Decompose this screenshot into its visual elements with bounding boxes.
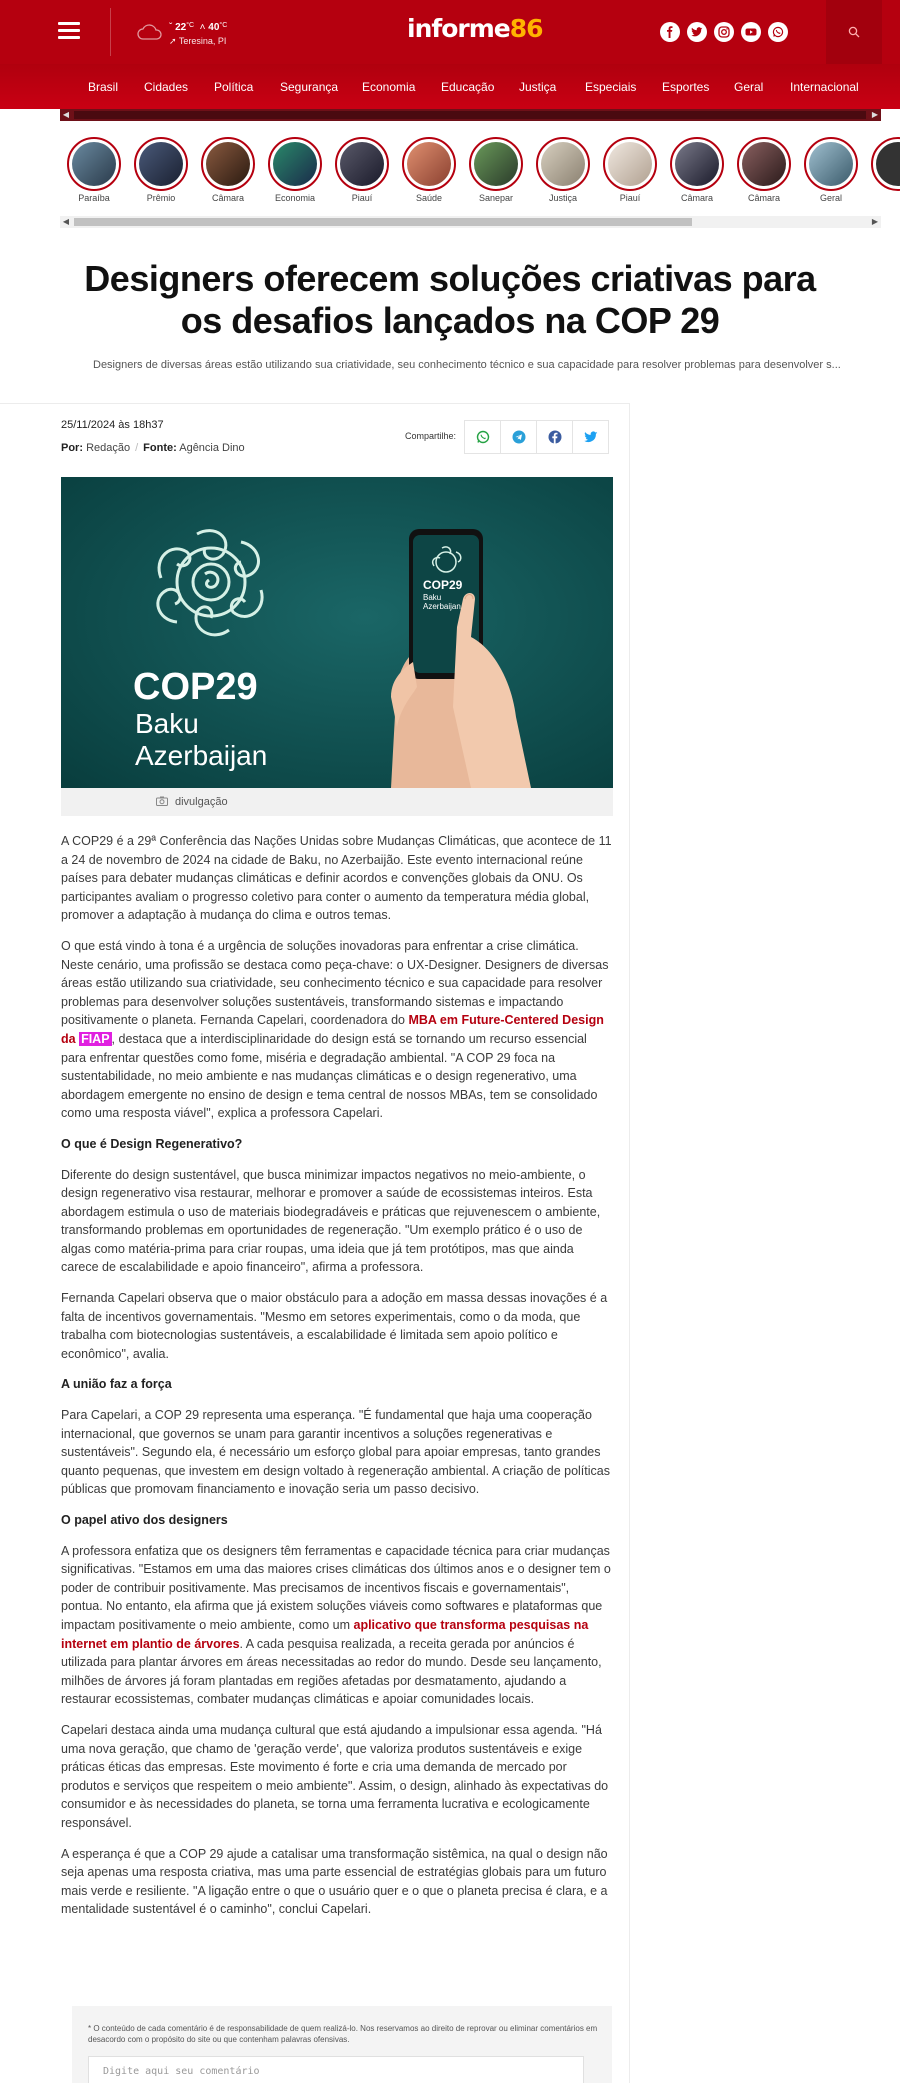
nav-item-internacional[interactable]: Internacional — [790, 80, 859, 94]
story-label: Economia — [274, 193, 316, 203]
share-twitter-button[interactable] — [572, 420, 609, 454]
caption-text: divulgação — [175, 796, 228, 808]
story-item[interactable] — [734, 137, 794, 203]
social-links — [660, 22, 788, 42]
story-thumbnail — [809, 142, 853, 186]
temp-min: 22 — [175, 22, 187, 33]
story-thumbnail — [541, 142, 585, 186]
hero-image — [61, 477, 613, 788]
phone-logo-sub1: Baku — [423, 593, 442, 602]
paragraph: Diferente do design sustentável, que busca minimizar impactos negativos no meio-ambiente, o design regenerativo visa restaurar, melhorar e promover a saúde de ecossistemas inteiros. Esta abordagem estimula o uso de materiais biodegradáveis e práticas que rejuvenescem o ambiente, transformando problemas em oportunidades de regeneração. "Um exemplo prático é o uso de algas como matéria-prima para criar roupas, uma ideia que já tem protótipos, mas que ainda carece de escalabilidade e apoio financeiro", afirma a professora. — [61, 1167, 601, 1275]
source-label: Fonte: — [143, 442, 177, 454]
story-item[interactable] — [533, 137, 593, 203]
weather-city: ➚ Teresina, PI — [169, 36, 227, 46]
comment-input[interactable]: Digite aqui seu comentário — [88, 2056, 584, 2083]
image-caption — [61, 788, 613, 816]
stories-strip — [0, 121, 900, 228]
story-label: Câmara — [211, 193, 244, 203]
section-heading: O que é Design Regenerativo? — [61, 1136, 243, 1151]
paragraph-text: A professora enfatiza que os designers têm ferramentas e capacidade técnica para criar mudanças significativas. "Estamos em uma das maiores crises climáticas dos últimos anos e o designer tem o poder de contribuir positivamente. Mas precisamos de incentivos fiscais e governamentais", pontua. No entanto, ela afirma que já existem soluções viáveis como softwares e plataformas que impactam positivamente o meio ambiente, como um — [61, 1543, 611, 1632]
scroll-left-icon[interactable]: ◀ — [62, 217, 70, 226]
story-label: Câmara — [747, 193, 780, 203]
nav-item-politica[interactable]: Política — [214, 80, 254, 94]
nav-item-educacao[interactable]: Educação — [441, 80, 495, 94]
weather-temps: ˇ $22^{^\circ C}$ ˄ $40^{^\circ C}$ — [169, 22, 228, 33]
story-item[interactable] — [265, 137, 325, 203]
cloud-icon — [137, 24, 163, 40]
story-item[interactable] — [332, 137, 392, 203]
paragraph: Fernanda Capelari observa que o maior obstáculo para a adoção em massa dessas inovações é a falta de incentivos governamentais. "Mesmo em setores experimentais, como o da moda, que trabalha com biotecnologias sustentáveis, a escalabilidade é limitada sem apoio político e econômico", avalia. — [61, 1291, 608, 1361]
phone-logo-sub2: Azerbaijan — [423, 602, 461, 611]
story-label: Saúde — [415, 193, 443, 203]
nav-item-seguranca[interactable]: Segurança — [280, 80, 339, 94]
article-subtitle: Designers de diversas áreas estão utilizando sua criatividade, seu conhecimento técnico e sua capacidade para resolver problemas para desenvolver s... — [93, 359, 841, 371]
story-item[interactable] — [801, 137, 861, 203]
story-item[interactable] — [399, 137, 459, 203]
share-facebook-button[interactable] — [536, 420, 573, 454]
mba-link[interactable]: MBA em Future-Centered Design da FIAP — [61, 1013, 604, 1046]
hero-illustration — [61, 477, 613, 788]
telegram-icon — [512, 430, 526, 444]
comments-section — [72, 2006, 612, 2083]
story-item[interactable] — [600, 137, 660, 203]
nav-item-brasil[interactable]: Brasil — [88, 80, 119, 94]
comments-disclaimer: * O conteúdo de cada comentário é de responsabilidade de quem realizá-lo. Nos reservamos ao direito de reprovar ou eliminar comentários em desacordo com o propósito do site ou que contenham palavras ofensivas. — [88, 2024, 598, 2044]
instagram-icon[interactable] — [714, 22, 734, 42]
story-label: Paraíba — [78, 193, 110, 203]
nav-scrollbar-thumb[interactable] — [74, 111, 866, 119]
stories-scrollbar[interactable] — [60, 216, 881, 228]
story-item[interactable] — [667, 137, 727, 203]
nav-scrollbar[interactable] — [60, 109, 881, 121]
story-item[interactable] — [131, 137, 191, 203]
header-divider — [110, 8, 111, 56]
section-heading: O papel ativo dos designers — [61, 1513, 228, 1527]
article-body — [61, 832, 614, 1931]
share-whatsapp-button[interactable] — [464, 420, 501, 454]
story-thumbnail — [139, 142, 183, 186]
paragraph-text: O que está vindo à tona é a urgência de soluções inovadoras para enfrentar a crise climática. Neste cenário, uma profissão se destaca como peça-chave: o UX-Designer. Designers de diversas áreas estão utilizando sua criatividade, seu conhecimento técnico e sua capacidade para resolver problemas para desenvolver soluções sustentáveis, transformando sistemas e impactando positivamente o planeta. Fernanda Capelari, coordenadora do — [61, 938, 609, 1028]
story-thumbnail — [407, 142, 451, 186]
stories-scrollbar-thumb[interactable] — [74, 218, 692, 226]
facebook-icon[interactable] — [660, 22, 680, 42]
section-heading: A união faz a força — [61, 1377, 172, 1392]
scroll-right-icon[interactable]: ▶ — [871, 110, 879, 119]
nav-item-geral[interactable]: Geral — [734, 80, 764, 94]
story-thumbnail — [340, 142, 384, 186]
whatsapp-icon — [476, 430, 490, 444]
article-byline: Por: Redação / Fonte: Agência Dino — [61, 442, 245, 454]
hero-logo-sub1: Baku — [135, 708, 199, 739]
nav-item-esportes[interactable]: Esportes — [662, 80, 710, 94]
story-thumbnail — [608, 142, 652, 186]
paragraph — [61, 937, 614, 1123]
twitter-icon — [584, 430, 598, 444]
article-title: Designers oferecem soluções criativas para os desafios lançados na COP 29 — [84, 258, 816, 341]
story-thumbnail — [876, 142, 900, 186]
author-label: Por: — [61, 442, 83, 454]
paragraph-text: , destaca que a interdisciplinaridade do design está se tornando um recurso essencial para enfrentar questões como fome, miséria e degradação ambiental. "A COP 29 foca na sustentabilidade, no meio ambiente e nas mudanças climáticas e o design regenerativo, uma abordagem emergente no ensino de design e tema central de nossos MBAs, tem se consolidado como uma resposta viável", explica a professora Capelari. — [61, 1031, 598, 1121]
top-header — [0, 0, 900, 64]
app-link[interactable]: aplicativo que transforma pesquisas na internet em plantio de árvores — [61, 1617, 589, 1651]
temp-max: 40 — [208, 22, 220, 33]
story-thumbnail — [273, 142, 317, 186]
main-nav — [0, 64, 900, 109]
search-icon — [848, 26, 860, 38]
story-thumbnail — [675, 142, 719, 186]
menu-icon[interactable] — [58, 22, 80, 40]
whatsapp-icon[interactable] — [768, 22, 788, 42]
story-label: Geral — [819, 193, 842, 203]
story-label: Piauí — [351, 193, 373, 203]
paragraph — [61, 1542, 614, 1709]
paragraph: A COP29 é a 29ª Conferência das Nações Unidas sobre Mudanças Climáticas, que acontece de 11 a 24 de novembro de 2024 na cidade de Baku, no Azerbaijão. Este evento internacional reúne países para debater mudanças climáticas e definir acordos e convenções globais da ONU. Os participantes avaliam o progresso coletivo para conter o aumento da temperatura média global, promover a adaptação à mudança do clima e outros temas. — [61, 834, 612, 923]
story-thumbnail — [206, 142, 250, 186]
story-label: Prêmio — [146, 193, 176, 203]
paragraph: A esperança é que a COP 29 ajude a catalisar uma transformação sistêmica, na qual o design não seja apenas uma resposta criativa, mas uma parte essencial de estratégias globais para um futuro mais verde e resiliente. "A ligação entre o que o usuário quer e o que o planeta precisa é clara, e a mentalidade sustentável é o caminho", conclui Capelari. — [61, 1846, 608, 1917]
highlighted-text[interactable]: FIAP — [81, 1031, 110, 1046]
scroll-left-icon[interactable]: ◀ — [62, 110, 70, 119]
camera-icon — [156, 796, 168, 806]
paragraph-text: . A cada pesquisa realizada, a receita gerada por anúncios é utilizada para plantar árvores em áreas necessitadas ao redor do mundo. Desde seu lançamento, milhões de árvores já foram plantadas em regiões afetadas por desmatamento, ajudando a restaurar ecossistemas, combater mudanças climáticas e apoiar comunidades locais. — [61, 1636, 602, 1707]
story-thumbnail — [72, 142, 116, 186]
phone-logo-text: COP29 — [423, 578, 463, 592]
hero-logo-sub2: Azerbaijan — [135, 740, 268, 771]
nav-item-economia[interactable]: Economia — [362, 80, 416, 94]
story-thumbnail — [474, 142, 518, 186]
story-item[interactable] — [64, 137, 124, 203]
search-button[interactable] — [826, 0, 882, 64]
author-name: Redação — [86, 442, 131, 454]
hero-logo-text: COP29 — [133, 666, 258, 708]
share-label: Compartilhe: — [405, 431, 457, 441]
story-label: Sanepar — [478, 193, 514, 203]
story-thumbnail — [742, 142, 786, 186]
story-label: Piauí — [619, 193, 641, 203]
story-item[interactable] — [868, 137, 900, 191]
share-telegram-button[interactable] — [500, 420, 537, 454]
paragraph: Capelari destaca ainda uma mudança cultural que está ajudando a impulsionar essa agenda. "Há uma nova geração, que chamo de 'geração verde', que valoriza produtos sustentáveis e exige práticas éticas das empresas. Este movimento é forte e cria uma demanda de mercado por produtos e serviços que respeitem o meio ambiente". Assim, o design, alinhado às expectativas do consumidor e às necessidades do planeta, se torna uma ferramenta lucrativa e ecologicamente responsável. — [61, 1722, 609, 1830]
story-label: Câmara — [680, 193, 713, 203]
article-date: 25/11/2024 às 18h37 — [61, 419, 164, 431]
nav-item-especiais[interactable]: Especiais — [585, 80, 637, 94]
scroll-right-icon[interactable]: ▶ — [871, 217, 879, 226]
story-item[interactable] — [466, 137, 526, 203]
facebook-icon — [548, 430, 562, 444]
source-name: Agência Dino — [179, 442, 245, 454]
share-buttons — [465, 420, 609, 454]
nav-item-justica[interactable]: Justiça — [519, 80, 557, 94]
story-item[interactable] — [198, 137, 258, 203]
nav-item-cidades[interactable]: Cidades — [144, 80, 189, 94]
story-label: Justiça — [548, 193, 577, 203]
paragraph: Para Capelari, a COP 29 representa uma esperança. "É fundamental que haja uma cooperação internacional, que governos se unam para garantir incentivos a soluções regenerativas e sustentáveis". Segundo ela, é necessário um esforço global para apoiar empresas, tanto grandes quanto pequenas, que investem em design voltado à regeneração ambiental. A criação de políticas públicas que promovam financiamento e inovação seria um passo decisivo. — [61, 1408, 610, 1497]
twitter-icon[interactable] — [687, 22, 707, 42]
youtube-icon[interactable] — [741, 22, 761, 42]
site-logo[interactable]: informe86 — [407, 14, 543, 43]
